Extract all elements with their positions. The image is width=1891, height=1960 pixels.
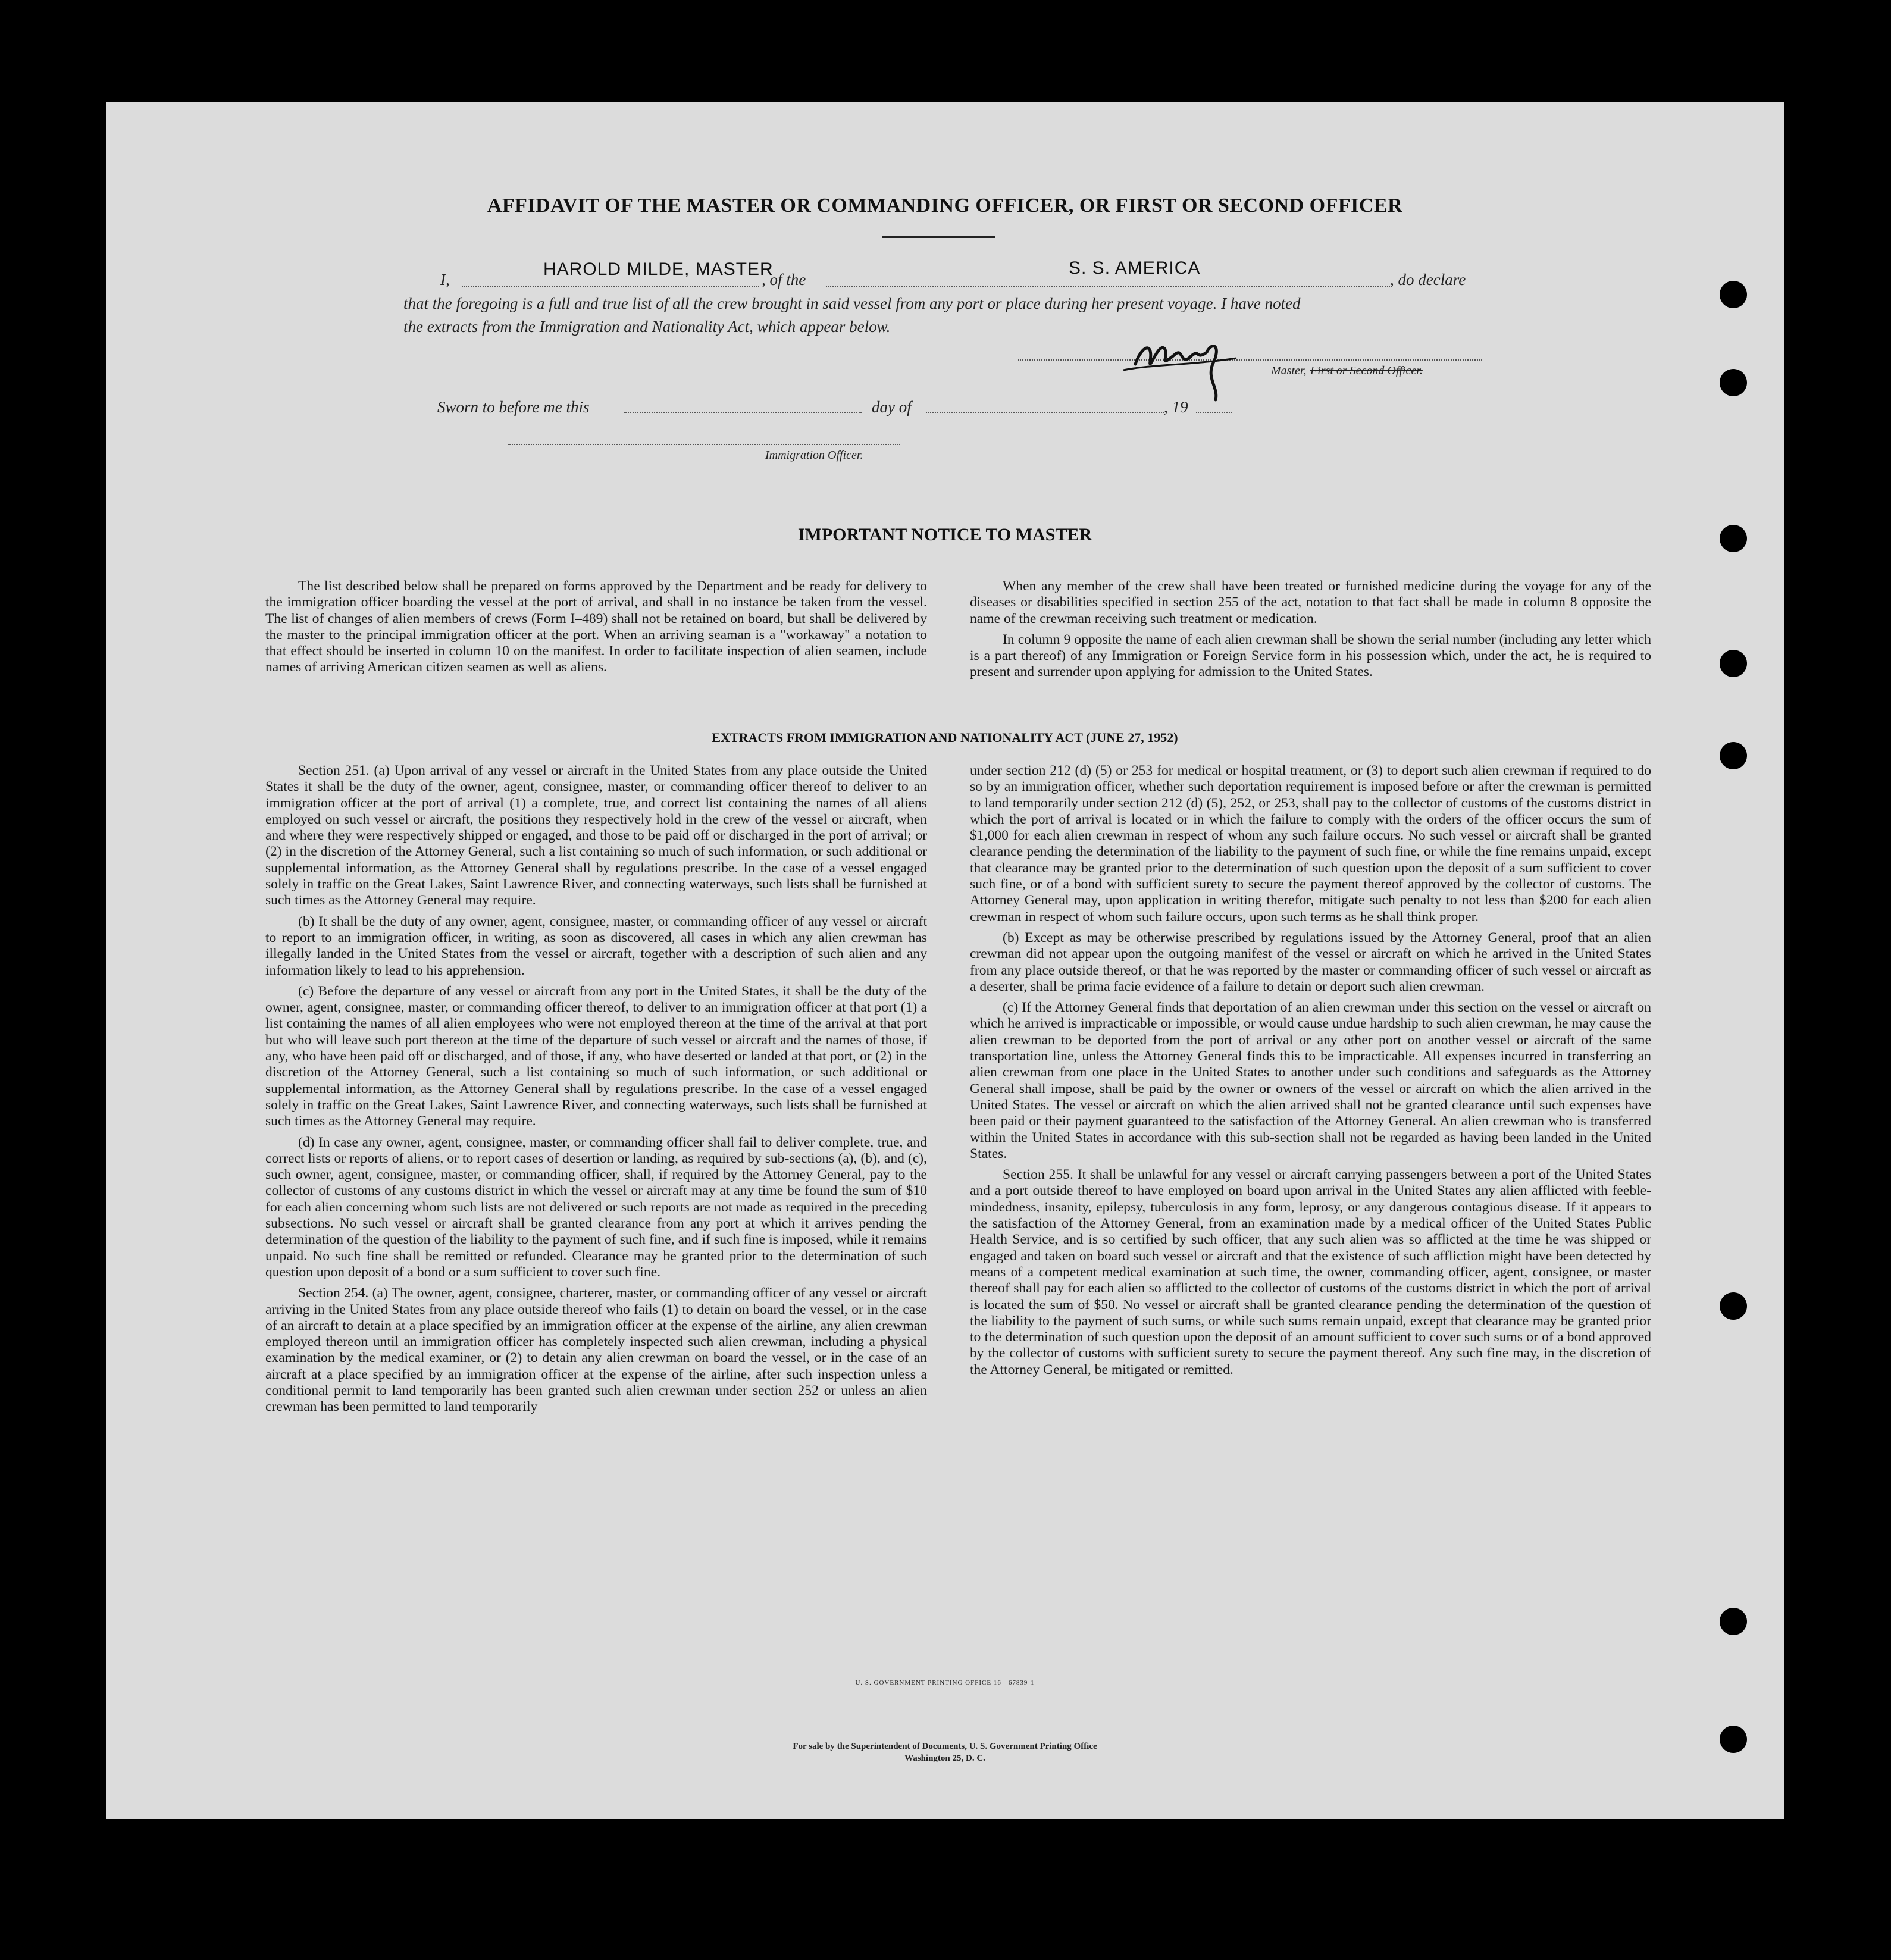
notice-right-column <box>970 578 1651 685</box>
sale-line-1: For sale by the Superintendent of Documents, U. S. Government Printing Office <box>793 1742 1097 1751</box>
extract-paragraph: Section 254. (a) The owner, agent, consignee, charterer, master, or commanding officer of any vessel or aircraft arriving in the United States from any place outside thereof who fails (1) to detain on board the vessel, or in the case of an aircraft to detain at a place specified by an immigration officer at the expense of the airline, any alien crewman employed thereon until an immigration officer has completely inspected such alien crewman, including a physical examination by the medical examiner, or (2) to detain any alien crewman on board the vessel, or in the case of an aircraft at a place specified by an immigration officer at the expense of the airline, after such inspection unless a conditional permit to land temporarily has been granted such alien crewman under section 252 or unless an alien crewman has been permitted to land temporarily <box>265 1285 927 1415</box>
sale-line-2: Washington 25, D. C. <box>904 1754 985 1763</box>
punch-hole <box>1720 650 1747 677</box>
gpo-code: U. S. GOVERNMENT PRINTING OFFICE 16—67839-1 <box>855 1679 1035 1686</box>
sworn-day-field[interactable] <box>624 394 862 413</box>
punch-hole <box>1720 1292 1747 1320</box>
notice-left-column <box>265 578 927 681</box>
extracts-left-column <box>265 763 927 1420</box>
declaration-line-2: that the foregoing is a full and true list of all the crew brought in said vessel from any port or place during her present voyage. I have noted <box>403 295 1301 312</box>
extracts-right-column <box>970 763 1651 1383</box>
punch-hole <box>1720 742 1747 769</box>
notice-right-paragraph-2: In column 9 opposite the name of each alien crewman shall be shown the serial number (including any letter which is a part thereof) of any Immigration or Foreign Service form in his possession which, under the act, he is required to present and surrender upon applying for admission to the United States. <box>970 631 1651 680</box>
sworn-year-field[interactable] <box>1196 394 1232 413</box>
affidavit-title: AFFIDAVIT OF THE MASTER OR COMMANDING OFFICER, OR FIRST OR SECOND OFFICER <box>487 195 1403 217</box>
document-page <box>106 102 1784 1819</box>
day-of-label: day of <box>872 398 912 416</box>
of-the-label: , of the <box>762 271 806 289</box>
year-label: , 19 <box>1164 398 1188 416</box>
do-declare-label: , do declare <box>1390 271 1466 289</box>
notice-right-paragraph-1: When any member of the crew shall have been treated or furnished medicine during the voyage for any of the diseases or disabilities specified in section 255 of the act, notation to that fact shall be made in column 8 opposite the name of the crewman receiving such treatment or medication. <box>970 578 1651 627</box>
title-divider <box>882 236 995 238</box>
extract-paragraph: (d) In case any owner, agent, consignee, master, or commanding officer shall fail to deliver complete, true, and correct lists or reports of aliens, or to report cases of desertion or landing, as required by sub-sections (a), (b), and (c), such owner, agent, consignee, master, or commanding officer, shall, if required by the Attorney General, pay to the collector of customs of any customs district in which the vessel or aircraft may at any time be found the sum of $10 for each alien concerning whom such lists are not delivered or such reports are not made as required in the preceding subsections. No such vessel or aircraft shall be granted clearance from any port at which it arrives pending the determination of the question of the liability to the payment of such fine, and if such fine is imposed, while it remains unpaid. No such fine shall be remitted or refunded. Clearance may be granted prior to the determination of such question upon deposit of a bond or a sum sufficient to cover such fine. <box>265 1134 927 1280</box>
role-master-label: Master, <box>1271 364 1307 377</box>
master-name-value: HAROLD MILDE, MASTER <box>543 259 774 279</box>
notice-heading: IMPORTANT NOTICE TO MASTER <box>797 525 1092 544</box>
extracts-heading: EXTRACTS FROM IMMIGRATION AND NATIONALITY ACT (JUNE 27, 1952) <box>712 730 1178 745</box>
declaration-line-3: the extracts from the Immigration and Nationality Act, which appear below. <box>403 318 891 336</box>
notice-left-paragraph: The list described below shall be prepared on forms approved by the Department and be ready for delivery to the immigration officer boarding the vessel at the port of arrival, and shall in no instance be taken from the vessel. The list of changes of alien members of crews (Form I–489) shall not be retained on board, but shall be delivered by the master to the principal immigration officer at the port. When an arriving seaman is a "workaway" a notation to that effect should be inserted in column 10 on the manifest. In order to facilitate inspection of alien seamen, include names of arriving American citizen seamen as well as aliens. <box>265 578 927 675</box>
signature-mark <box>1117 323 1272 406</box>
sworn-prefix: Sworn to before me this <box>437 398 590 416</box>
declaration-prefix: I, <box>440 271 450 289</box>
immigration-officer-line[interactable] <box>508 443 900 445</box>
extract-paragraph: (b) It shall be the duty of any owner, agent, consignee, master, or commanding officer of any vessel or aircraft to report to an immigration officer, in writing, as soon as discovered, all cases in which any alien crewman has illegally landed in the United States from the vessel or aircraft, together with a description of such alien and any information likely to lead to his apprehension. <box>265 913 927 978</box>
punch-hole <box>1720 281 1747 308</box>
vessel-name-field-tail[interactable] <box>1176 263 1390 287</box>
punch-hole <box>1720 369 1747 396</box>
vessel-name-value: S. S. AMERICA <box>1069 258 1201 278</box>
punch-hole <box>1720 1608 1747 1635</box>
immigration-officer-label: Immigration Officer. <box>765 449 863 462</box>
extract-paragraph: under section 212 (d) (5) or 253 for medical or hospital treatment, or (3) to deport such alien crewman if required to do so by an immigration officer, whether such deportation requirement is imposed before or after the crewman is permitted to land temporarily under section 212 (d) (5), 252, or 253, shall pay to the collector of customs of the customs district in which the port of arrival is located or in which the failure to comply with the orders of the officer occurs the sum of $1,000 for each alien crewman in respect of whom any such failure occurs. No such vessel or aircraft shall be granted clearance pending the determination of the liability to the payment of such fine, or while the fine remains unpaid, except that clearance may be granted prior to the determination of such question upon the deposit of a sum sufficient to cover such fine, or of a bond with sufficient surety to secure the payment thereof approved by the collector of customs. The Attorney General may, upon application in writing therefor, mitigate such penalty to not less than $200 for each alien crewman in respect of whom such failure occurs, upon such terms as he shall think proper. <box>970 763 1651 925</box>
extract-paragraph: (b) Except as may be otherwise prescribed by regulations issued by the Attorney General, proof that an alien crewman did not appear upon the outgoing manifest of the vessel or aircraft on which he arrived in the United States from any place outside thereof, or that he was reported by the master or commanding officer of such vessel or aircraft as a deserter, shall be prima facie evidence of a failure to detain or deport such alien crewman. <box>970 929 1651 994</box>
role-struck-label: First or Second Officer. <box>1310 364 1423 377</box>
extract-paragraph: (c) Before the departure of any vessel or aircraft from any port in the United States, it shall be the duty of the owner, agent, consignee, master, or commanding officer thereof, to deliver to an immigration officer at that port (1) a list containing the names of all alien employees who were not employed thereon at the time of the arrival at that port but who will leave such port thereon at the time of the departure of such vessel or aircraft and the names of those, if any, who have been paid off or discharged, and of those, if any, who have deserted or landed at that port, or (2) in the discretion of the Attorney General, such a list containing so much of such information, or such additional or supplemental information, as the Attorney General shall by regulations prescribe. In the case of a vessel engaged solely in traffic on the Great Lakes, Saint Lawrence River, and connecting waterways, such lists shall be furnished at such times as the Attorney General may require. <box>265 983 927 1129</box>
extract-paragraph: Section 251. (a) Upon arrival of any vessel or aircraft in the United States from any place outside the United States it shall be the duty of the owner, agent, consignee, master, or commanding officer thereof to deliver to an immigration officer at the port of arrival (1) a complete, true, and correct list containing the names of all aliens employed on such vessel or aircraft, the positions they respectively hold in the crew of the vessel or aircraft, when and where they were respectively shipped or engaged, and those to be paid off or discharged in the port of arrival; or (2) in the discretion of the Attorney General, such a list containing so much of such information, or such additional or supplemental information, as the Attorney General shall by regulations prescribe. In the case of a vessel engaged solely in traffic on the Great Lakes, Saint Lawrence River, and connecting waterways, such lists shall be furnished at such times as the Attorney General may require. <box>265 763 927 909</box>
extract-paragraph: Section 255. It shall be unlawful for any vessel or aircraft carrying passengers between a port of the United States and a port outside thereof to have employed on board upon arrival in the United States any alien afflicted with feeble-mindedness, insanity, epilepsy, tuberculosis in any form, leprosy, or any dangerous contagious disease. If it appears to the satisfaction of the Attorney General, from an examination made by a medical officer of the United States Public Health Service, and is so certified by such officer, that any such alien was so afflicted at the time he was shipped or engaged and taken on board such vessel or aircraft and that the existence of such affliction might have been detected by means of a competent medical examination at such time, the owner, commanding officer, agent, consignee, or master thereof shall pay for each alien so afflicted to the collector of customs of the customs district in which the port of arrival is located the sum of $50. No vessel or aircraft shall be granted clearance pending the determination of the question of the liability to the payment of such sums, or while such sums remain unpaid, except that clearance may be granted prior to the determination of such question upon the deposit of an amount sufficient to cover such sums or of a bond approved by the collector of customs with sufficient surety to secure the payment thereof. Any such fine may, in the discretion of the Attorney General, be mitigated or remitted. <box>970 1167 1651 1377</box>
sworn-month-field[interactable] <box>926 394 1164 413</box>
extract-paragraph: (c) If the Attorney General finds that deportation of an alien crewman under this section on the vessel or aircraft on which he arrived is impracticable or impossible, or would cause undue hardship to such alien crewman, he may cause the alien crewman to be deported from the port of arrival or any other port on another vessel or aircraft of the same transportation line, unless the Attorney General finds this to be impracticable. All expenses incurred in transferring an alien crewman from one place in the United States to another under such conditions and safeguards as the Attorney General shall impose, shall be paid by the owner or owners of the vessel or aircraft on which the alien arrived in the United States. The vessel or aircraft on which the alien arrived shall not be granted clearance until such expenses have been paid or their payment guaranteed to the satisfaction of the Attorney General. An alien crewman who is transferred within the United States in accordance with this sub-section shall not be regarded as having been landed in the United States. <box>970 1000 1651 1161</box>
punch-hole <box>1720 1726 1747 1753</box>
punch-hole <box>1720 525 1747 552</box>
